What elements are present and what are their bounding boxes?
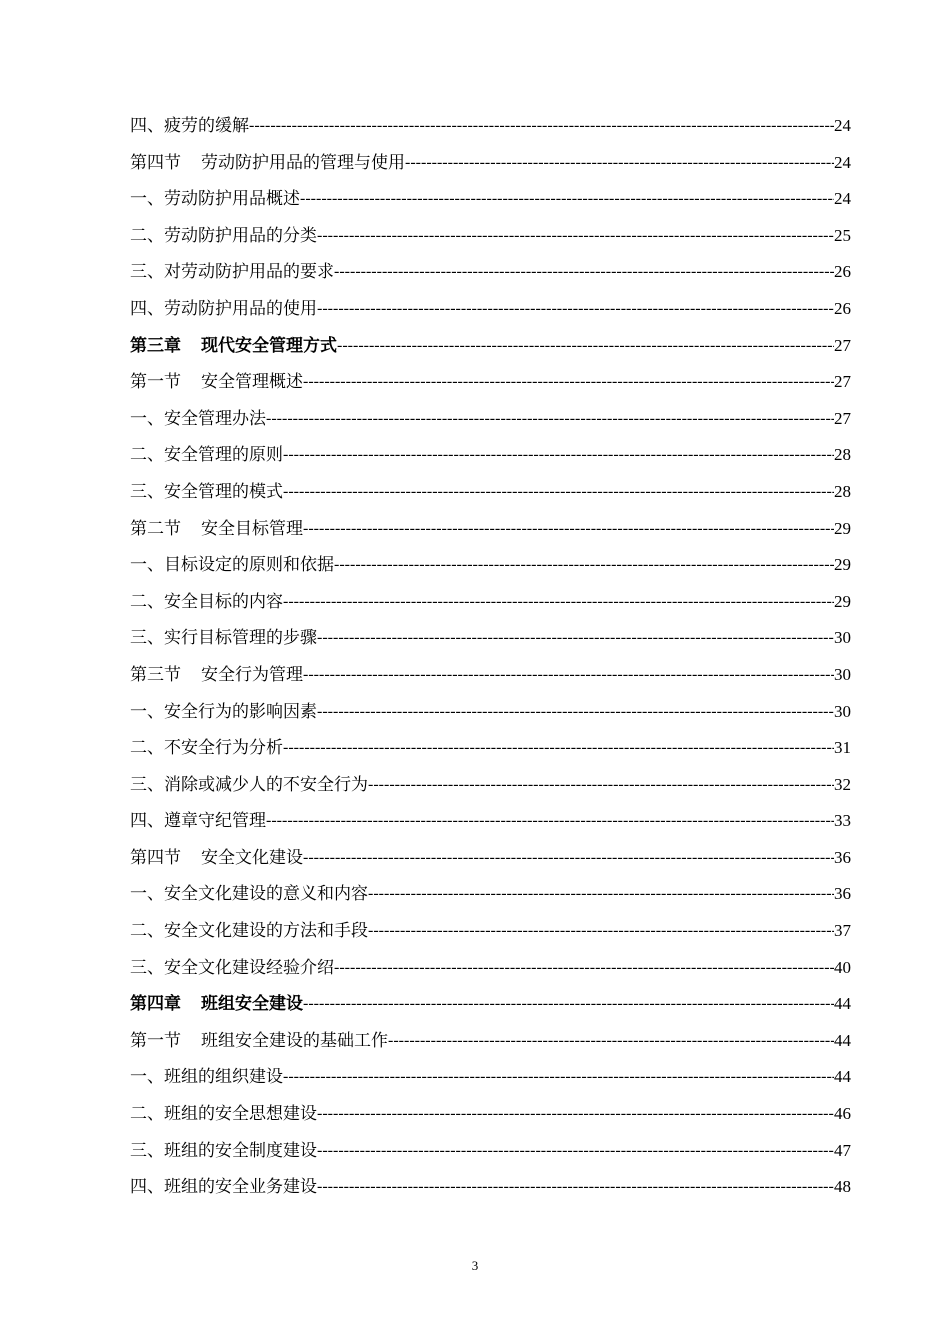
toc-entry-title: 第四节 安全文化建设 [130, 847, 303, 868]
toc-entry-chapter[interactable] [130, 986, 851, 1023]
toc-entry-page-number: 33 [834, 811, 851, 831]
toc-entry-page-number: 44 [834, 1030, 851, 1050]
toc-entry-title: 第三章 现代安全管理方式 [130, 335, 337, 356]
toc-entry-title: 第一节 安全管理概述 [130, 372, 303, 393]
toc-entry-page-number: 48 [834, 1177, 851, 1197]
toc-leader-dashes [337, 328, 834, 365]
toc-entry-title: 三、实行目标管理的步骤 [130, 628, 317, 649]
toc-leader-dashes [266, 401, 834, 438]
toc-entry-title: 四、遵章守纪管理 [130, 811, 266, 832]
toc-entry-title: 一、安全文化建设的意义和内容 [130, 884, 368, 905]
toc-leader-dashes [303, 657, 834, 694]
toc-leader-dashes [388, 1023, 834, 1060]
toc-entry-section[interactable] [130, 511, 851, 548]
toc-leader-dashes [368, 767, 834, 804]
toc-entry-title: 一、劳动防护用品概述 [130, 189, 300, 210]
toc-leader-dashes [283, 474, 834, 511]
toc-leader-dashes [317, 620, 834, 657]
toc-entry-page-number: 30 [834, 701, 851, 721]
toc-entry-item[interactable] [130, 1133, 851, 1170]
toc-entry-title: 第二节 安全目标管理 [130, 518, 303, 539]
toc-entry-title: 三、对劳动防护用品的要求 [130, 262, 334, 283]
toc-leader-dashes [303, 364, 834, 401]
toc-entry-title: 四、劳动防护用品的使用 [130, 298, 317, 319]
toc-entry-title: 三、安全管理的模式 [130, 481, 283, 502]
toc-entry-page-number: 44 [834, 1067, 851, 1087]
toc-entry-title: 第四章 班组安全建设 [130, 994, 303, 1015]
toc-entry-item[interactable] [130, 876, 851, 913]
toc-entry-page-number: 46 [834, 1104, 851, 1124]
toc-entry-title: 第一节 班组安全建设的基础工作 [130, 1030, 388, 1051]
toc-entry-page-number: 31 [834, 738, 851, 758]
toc-entry-item[interactable] [130, 108, 851, 145]
toc-leader-dashes [317, 218, 834, 255]
toc-entry-item[interactable] [130, 1169, 851, 1206]
toc-entry-item[interactable] [130, 437, 851, 474]
toc-entry-item[interactable] [130, 730, 851, 767]
toc-entry-item[interactable] [130, 474, 851, 511]
toc-leader-dashes [317, 291, 834, 328]
toc-leader-dashes [368, 913, 834, 950]
toc-entry-page-number: 40 [834, 957, 851, 977]
toc-entry-item[interactable] [130, 913, 851, 950]
toc-entry-section[interactable] [130, 657, 851, 694]
toc-leader-dashes [317, 1096, 834, 1133]
toc-entry-page-number: 30 [834, 628, 851, 648]
toc-entry-page-number: 29 [834, 518, 851, 538]
toc-entry-item[interactable] [130, 547, 851, 584]
toc-entry-page-number: 44 [834, 994, 851, 1014]
toc-leader-dashes [303, 840, 834, 877]
toc-leader-dashes [249, 108, 834, 145]
toc-entry-title: 三、安全文化建设经验介绍 [130, 957, 334, 978]
toc-entry-page-number: 29 [834, 555, 851, 575]
toc-leader-dashes [334, 254, 834, 291]
toc-entry-page-number: 27 [834, 372, 851, 392]
toc-leader-dashes [283, 1059, 834, 1096]
toc-entry-page-number: 32 [834, 774, 851, 794]
toc-leader-dashes [300, 181, 834, 218]
toc-entry-item[interactable] [130, 401, 851, 438]
toc-leader-dashes [317, 1169, 834, 1206]
toc-entry-title: 二、安全文化建设的方法和手段 [130, 921, 368, 942]
toc-entry-title: 第三节 安全行为管理 [130, 664, 303, 685]
toc-leader-dashes [266, 803, 834, 840]
toc-entry-item[interactable] [130, 950, 851, 987]
toc-entry-page-number: 28 [834, 481, 851, 501]
toc-entry-page-number: 30 [834, 664, 851, 684]
toc-entry-page-number: 29 [834, 591, 851, 611]
toc-entry-title: 二、安全目标的内容 [130, 591, 283, 612]
toc-entry-item[interactable] [130, 1096, 851, 1133]
toc-entry-title: 三、消除或减少人的不安全行为 [130, 774, 368, 795]
toc-entry-item[interactable] [130, 584, 851, 621]
toc-entry-title: 一、安全管理办法 [130, 408, 266, 429]
page-number: 3 [471, 1258, 479, 1273]
toc-entry-title: 一、目标设定的原则和依据 [130, 555, 334, 576]
toc-entry-page-number: 27 [834, 335, 851, 355]
toc-entry-page-number: 47 [834, 1140, 851, 1160]
toc-entry-title: 四、疲劳的缓解 [130, 116, 249, 136]
toc-leader-dashes [283, 730, 834, 767]
toc-entry-section[interactable] [130, 1023, 851, 1060]
toc-entry-page-number: 28 [834, 445, 851, 465]
toc-entry-page-number: 36 [834, 884, 851, 904]
toc-entry-page-number: 26 [834, 262, 851, 282]
toc-entry-title: 第四节 劳动防护用品的管理与使用 [130, 152, 405, 173]
toc-leader-dashes [334, 547, 834, 584]
toc-entry-item[interactable] [130, 218, 851, 255]
toc-entry-title: 二、不安全行为分析 [130, 738, 283, 759]
toc-entry-chapter[interactable] [130, 328, 851, 365]
toc-entry-item[interactable] [130, 694, 851, 731]
toc-entry-page-number: 36 [834, 847, 851, 867]
toc-entry-title: 一、安全行为的影响因素 [130, 701, 317, 722]
toc-entry-page-number: 26 [834, 298, 851, 318]
toc-leader-dashes [317, 1133, 834, 1170]
toc-entry-item[interactable] [130, 254, 851, 291]
toc-entry-section[interactable] [130, 364, 851, 401]
toc-leader-dashes [283, 437, 834, 474]
toc-entry-section[interactable] [130, 840, 851, 877]
toc-entry-item[interactable] [130, 1059, 851, 1096]
toc-entry-item[interactable] [130, 620, 851, 657]
toc-entry-item[interactable] [130, 181, 851, 218]
toc-leader-dashes [334, 950, 834, 987]
toc-leader-dashes [405, 145, 834, 182]
toc-entry-page-number: 24 [834, 116, 851, 135]
toc-leader-dashes [317, 694, 834, 731]
toc-entry-page-number: 37 [834, 921, 851, 941]
toc-leader-dashes [303, 511, 834, 548]
toc-entry-item[interactable] [130, 803, 851, 840]
toc-entry-title: 二、安全管理的原则 [130, 445, 283, 466]
toc-entry-title: 二、劳动防护用品的分类 [130, 225, 317, 246]
toc-leader-dashes [303, 986, 834, 1023]
toc-entry-title: 二、班组的安全思想建设 [130, 1104, 317, 1125]
toc-entry-title: 四、班组的安全业务建设 [130, 1177, 317, 1198]
toc-entry-page-number: 24 [834, 152, 851, 172]
toc-entry-item[interactable] [130, 291, 851, 328]
toc-entry-item[interactable] [130, 767, 851, 804]
toc-entry-section[interactable] [130, 145, 851, 182]
toc-entry-title: 三、班组的安全制度建设 [130, 1140, 317, 1161]
toc-leader-dashes [283, 584, 834, 621]
toc-leader-dashes [368, 876, 834, 913]
toc-entry-page-number: 27 [834, 408, 851, 428]
table-of-contents [130, 108, 851, 1206]
toc-entry-title: 一、班组的组织建设 [130, 1067, 283, 1088]
toc-entry-page-number: 25 [834, 225, 851, 245]
toc-entry-page-number: 24 [834, 189, 851, 209]
